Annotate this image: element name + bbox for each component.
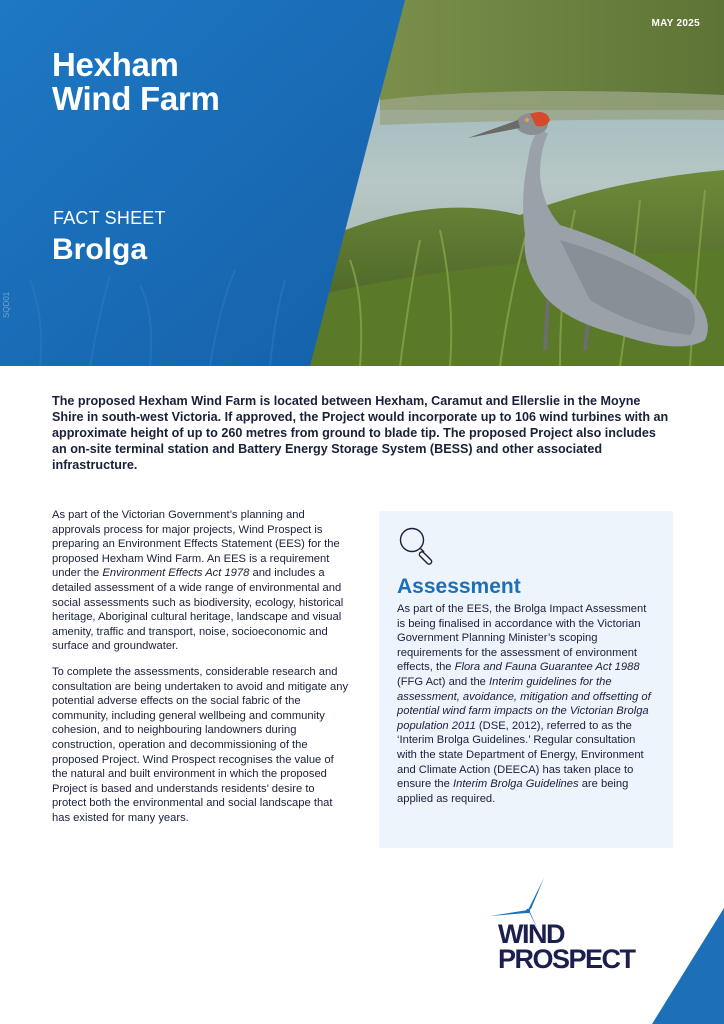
- body-column: [52, 508, 350, 836]
- assess-t2: Flora and Fauna Guarantee Act 1988: [454, 661, 640, 674]
- p1-text-a: As part of the Victorian Government’s planning and approvals process for major projects, Wind Prospect is preparing an Environment Effects Statement (EES) for the proposed Hexham Wind Farm. An EES is a requirement under the: [52, 509, 340, 580]
- corner-accent: [652, 908, 724, 1024]
- fact-sheet-subject: Brolga: [52, 233, 148, 266]
- logo-line-1: WIND: [498, 919, 564, 949]
- assess-t1: As part of the EES, the Brolga Impact Assessment is being finalised in accordance with the Victorian Government Planning Minister’s scoping requirements for the assessment of environment effects, the: [397, 603, 647, 674]
- body-paragraph-1: [52, 508, 350, 654]
- assessment-heading: Assessment: [397, 575, 521, 598]
- project-title: [52, 48, 220, 116]
- p1-text-c: and includes a detailed assessment of a wide range of environmental and social assessments such as biodiversity, ecology, historical heritage, Aboriginal cultural heritage, landscape and visual amenity, traffic and transport, noise, socioeconomic and surface and groundwater.: [52, 567, 344, 653]
- assess-t7: are being applied as required.: [397, 778, 629, 805]
- intro-paragraph: The proposed Hexham Wind Farm is located between Hexham, Caramut and Ellerslie in the Moyne Shire in south-west Victoria. If approved, the Project would incorporate up to 106 wind turbines with an approximate height of up to 260 metres from ground to blade tip. The proposed Project also includes an on-site terminal station and Battery Energy Storage System (BESS) and other associated infrastructure.: [52, 394, 669, 472]
- publication-date: MAY 2025: [651, 18, 700, 29]
- assess-t5: (DSE, 2012), referred to as the ‘Interim Brolga Guidelines.’ Regular consultation with the state Department of Energy, Environment and Climate Action (DEECA) has taken place to ensure the: [397, 719, 644, 791]
- assessment-panel: [379, 511, 673, 848]
- assess-t6: Interim Brolga Guidelines: [452, 778, 579, 791]
- project-title-line-1: Hexham: [52, 46, 179, 83]
- assess-t4: Interim guidelines for the assessment, avoidance, mitigation and offsetting of potential wind farm impacts on the Victorian Brolga population 2011: [397, 675, 651, 732]
- fact-sheet-label: FACT SHEET: [53, 208, 166, 228]
- body-paragraph-2: To complete the assessments, considerable research and consultation are being undertaken to avoid and mitigate any potential adverse effects on the social fabric of the community, including general wellbeing and community cohesion, and to neighbouring landowners during construction, operation and decommissioning of the proposed Project. Wind Prospect recognises the value of the natural and built environment in which the proposed Project is based and understands residents’ desire to protect both the environmental and social landscape that has existed for many years.: [52, 665, 349, 824]
- project-title-line-2: Wind Farm: [52, 80, 220, 117]
- assess-t3: (FFG Act) and the: [397, 675, 490, 688]
- p1-act-name: Environment Effects Act 1978: [102, 567, 250, 580]
- logo-line-2: PROSPECT: [498, 944, 635, 974]
- assessment-text: [397, 602, 655, 806]
- hero-banner: [0, 0, 724, 366]
- wind-prospect-logo: [488, 876, 658, 978]
- magnifier-icon: [397, 525, 439, 567]
- photo-credit: SQD01: [2, 291, 11, 318]
